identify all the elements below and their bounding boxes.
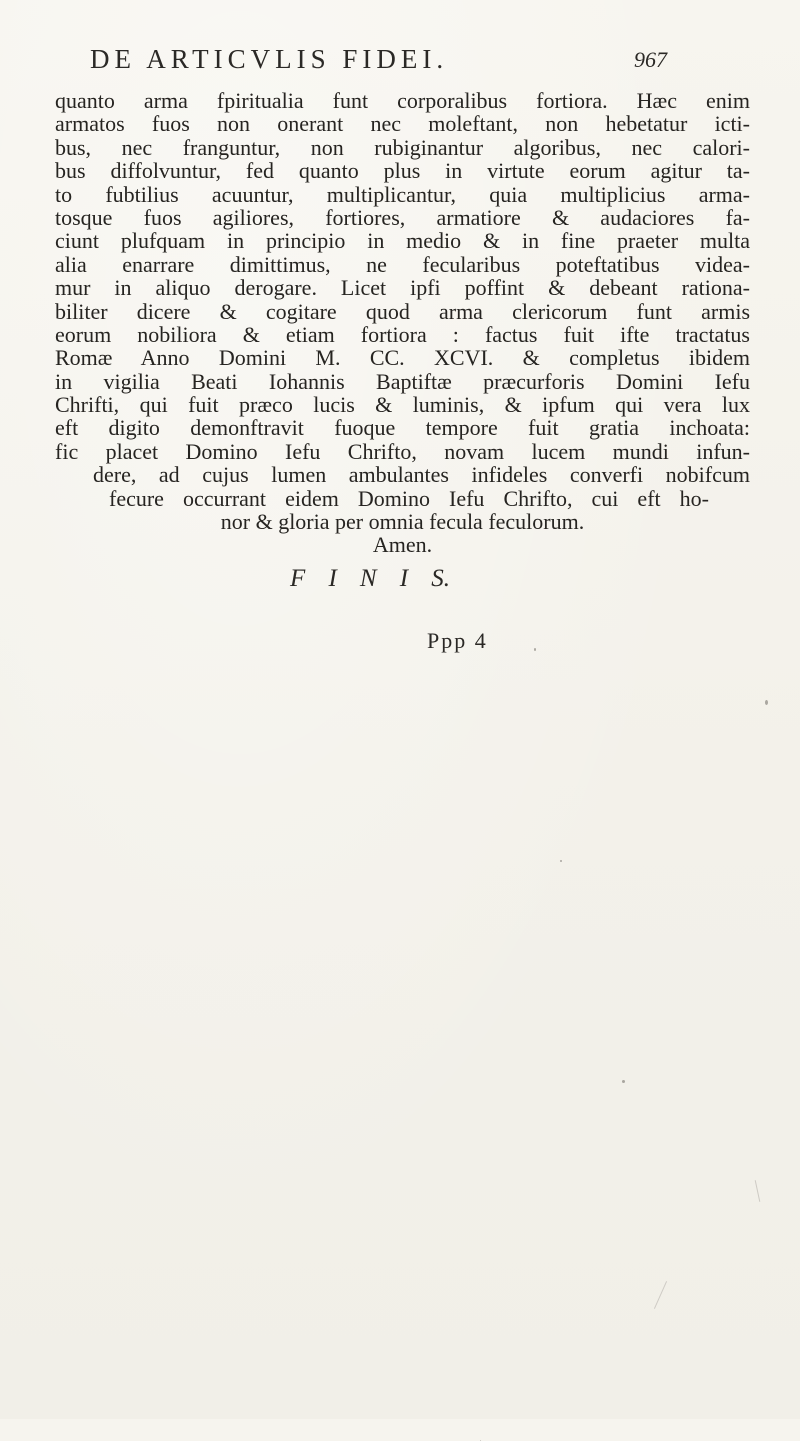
paper-fiber [755, 1180, 761, 1202]
text-line: fic placet Domino Iefu Chrifto, novam lucem mundi infun- [55, 438, 750, 464]
text-line: Chrifti, qui fuit præco lucis & luminis, & ipfum qui vera lux [55, 392, 750, 418]
paper-speck [622, 1080, 625, 1083]
text-line: bus, nec franguntur, non rubiginantur algoribus, nec calori- [55, 134, 750, 160]
running-title: DE ARTICVLIS FIDEI. [90, 44, 449, 74]
text-line: armatos fuos non onerant nec moleftant, non hebetatur icti- [55, 111, 750, 137]
page-number: 967 [634, 47, 667, 72]
text-line: eft digito demonftravit fuoque tempore fuit gratia inchoata: [55, 415, 750, 441]
finis-letter: F [290, 565, 306, 592]
paper-speck [765, 700, 768, 705]
paper-speck [534, 648, 536, 651]
finis-letter: I [399, 565, 409, 592]
text-line: tosque fuos agiliores, fortiores, armatiore & audaciores fa- [55, 204, 750, 230]
text-line: Romæ Anno Domini M. CC. XCVI. & completus ibidem [55, 345, 750, 371]
text-line: eorum nobiliora & etiam fortiora : factus fuit ifte tractatus [55, 321, 750, 347]
text-line: alia enarrare dimittimus, ne fecularibus poteftatibus videa- [55, 251, 750, 277]
text-line: in vigilia Beati Iohannis Baptiftæ præcurforis Domini Iefu [55, 368, 750, 394]
text-line: to fubtilius acuuntur, multiplicantur, quia multiplicius arma- [55, 181, 750, 207]
text-line: dere, ad cujus lumen ambulantes infideles converfi nobifcum [93, 462, 750, 488]
running-head [90, 44, 690, 84]
text-line: bus diffolvuntur, fed quanto plus in virtute eorum agitur ta- [55, 158, 750, 184]
finis-letter: N [359, 565, 377, 592]
text-line: fecure occurrant eidem Domino Iefu Chrifto, cui eft ho- [109, 485, 709, 511]
paper-fiber [654, 1281, 667, 1309]
text-line: quanto arma fpiritualia funt corporalibus fortiora. Hæc enim [55, 88, 750, 113]
paper-speck [560, 860, 562, 862]
signature-mark: Ppp 4 [427, 628, 488, 653]
text-line: ciunt plufquam in principio in medio & in fine praeter multa [55, 228, 750, 254]
text-line: biliter dicere & cogitare quod arma clericorum funt armis [55, 298, 750, 324]
text-line-amen: Amen. [372, 532, 433, 558]
finis-letter: S. [431, 565, 450, 592]
body-text [55, 89, 750, 557]
text-line-closing: nor & gloria per omnia fecula feculorum. [220, 509, 585, 535]
text-line: mur in aliquo derogare. Licet ipfi poffint & debeant rationa- [55, 275, 750, 301]
finis-mark [290, 565, 450, 593]
finis-letter: I [328, 565, 337, 592]
